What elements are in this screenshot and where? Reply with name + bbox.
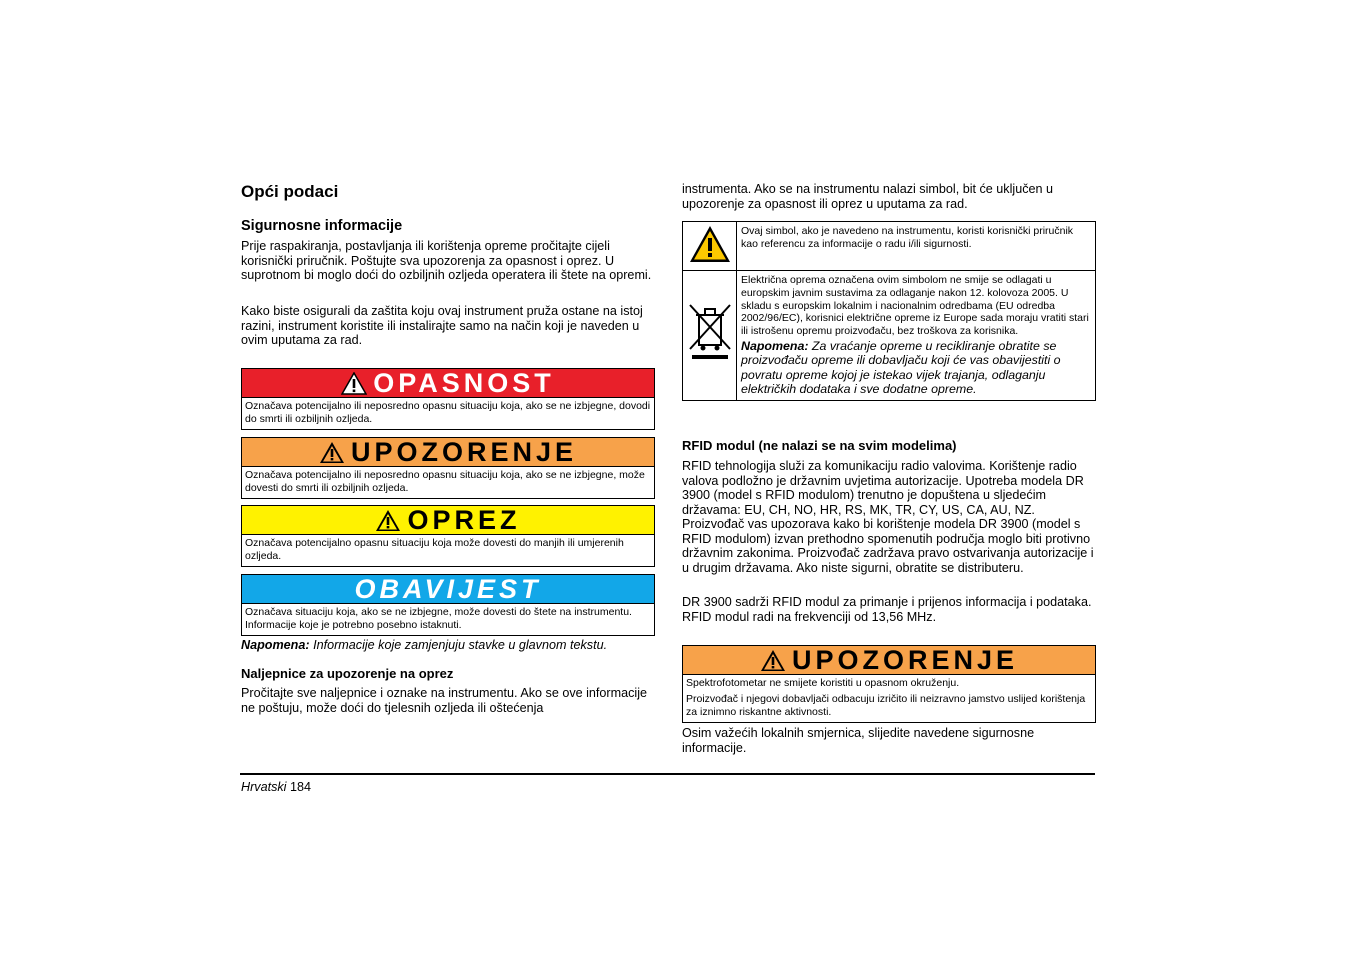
warning-bar <box>242 438 654 467</box>
footer <box>241 780 311 794</box>
labels-paragraph: Pročitajte sve naljepnice i oznake na instrumentu. Ako se ove informacije ne poštuju, može doći do tjelesnih ozljeda ili oštećenja <box>241 686 648 715</box>
caution-title: OPREZ <box>407 505 521 535</box>
notice-bar <box>242 575 654 604</box>
warning-triangle-icon <box>319 441 345 464</box>
warning2-line-1: Spektrofotometar ne smijete koristiti u opasnom okruženju. <box>686 677 960 689</box>
caution-text: Označava potencijalno opasnu situaciju koja može dovesti do manjih ili umjerenih ozljeda. <box>245 537 624 562</box>
warning-triangle-icon <box>683 222 737 271</box>
warning-bar-2 <box>683 646 1095 675</box>
footer-language: Hrvatski <box>241 780 287 794</box>
danger-box <box>241 368 655 430</box>
safety-paragraph-1: Prije raspakiranja, postavljanja ili korištenja opreme pročitajte cijeli korisnički priručnik. Poštujte sva upozorenja za opasnost i oprez. U suprotnom bi moglo doći do ozbiljnih ozljeda operatera ili štete na opremi. <box>241 239 652 282</box>
table-row <box>683 222 1096 271</box>
safety-heading: Sigurnosne informacije <box>241 218 403 234</box>
notice-box <box>241 574 655 636</box>
page-title: Opći podaci <box>241 182 339 201</box>
symbols-table <box>682 221 1096 401</box>
labels-heading: Naljepnice za upozorenje na oprez <box>241 666 454 681</box>
warning2-line-2: Proizvođač i njegovi dobavljači odbacuju izričito ili neizravno jamstvo uslijed korištenja za iznimno riskantne aktivnosti. <box>686 693 1086 718</box>
page-number: 184 <box>289 780 311 794</box>
note-text: Informacije koje zamjenjuju stavke u glavnom tekstu. <box>309 638 608 652</box>
warning-text: Označava potencijalno ili neposredno opasnu situaciju koja, ako se ne izbjegne, može dovesti do smrti ili ozbiljnih ozljeda. <box>245 469 645 494</box>
danger-text: Označava potencijalno ili neposredno opasnu situaciju koja, ako se ne izbjegne, dovodi do smrti ili ozbiljnih ozljeda. <box>245 400 651 425</box>
caution-box <box>241 505 655 567</box>
weee-note-label: Napomena: <box>741 338 809 353</box>
danger-bar <box>242 369 654 398</box>
symbols-intro: instrumenta. Ako se na instrumentu nalazi simbol, bit će uključen u upozorenje za opasnost ili oprez u uputama za rad. <box>682 182 1054 211</box>
warning2-title: UPOZORENJE <box>791 645 1019 675</box>
note <box>241 638 655 653</box>
warning-box <box>241 437 655 499</box>
danger-title: OPASNOST <box>373 368 555 398</box>
symbol-text-general: Ovaj simbol, ako je navedeno na instrumentu, koristi korisnički priručnik kao referencu za informacije o radu i/ili sigurnosti. <box>737 222 1096 271</box>
warning2-body <box>683 675 1095 722</box>
notice-text: Označava situaciju koja, ako se ne izbjegne, može dovesti do štete na instrumentu. Informacije koje je potrebno posebno istaknuti. <box>245 606 632 631</box>
crossed-bin-icon <box>683 271 737 401</box>
table-row <box>683 271 1096 401</box>
weee-text: Električna oprema označena ovim simbolom ne smije se odlagati u europskim javnim sustavima za odlaganje nakon 12. kolovoza 2005. U skladu s europskim lokalnim i nacionalnim odredbama (EU odredba 2002/96/EC), korisnici električne opreme iz Europe sada moraju vratiti stari ili istrošenu opremu proizvođaču, bez troškova za korisnika. <box>741 274 1089 338</box>
warning-triangle-icon <box>375 509 401 532</box>
weee-note-text: Za vraćanje opreme u recikliranje obratite se proizvođaču opreme ili dobavljaču koji će vas obavijestiti o povratu opreme kojoj je istekao vijek trajanja, odlaganju električkih dodataka i sve dodatne opreme. <box>741 338 1061 397</box>
rfid-heading: RFID modul (ne nalazi se na svim modelima) <box>682 438 957 453</box>
rfid-paragraph-2: DR 3900 sadrži RFID modul za primanje i prijenos informacija i podataka. RFID modul radi na frekvenciji od 13,56 MHz. <box>682 595 1092 624</box>
note-label: Napomena: <box>241 638 310 652</box>
closing-paragraph: Osim važećih lokalnih smjernica, slijedite navedene sigurnosne informacije. <box>682 726 1035 755</box>
warning-box-2 <box>682 645 1096 723</box>
safety-paragraph-2: Kako biste osigurali da zaštita koju ovaj instrument pruža ostane na istoj razini, instrument koristite ili instalirajte samo na način koji je naveden u ovim uputama za rad. <box>241 304 643 347</box>
weee-note <box>741 339 1091 397</box>
warning-triangle-icon <box>760 649 786 672</box>
rfid-paragraph-1: RFID tehnologija služi za komunikaciju radio valovima. Korištenje radio valova podložno je državnim uvjetima autorizacije. Upotreba modela DR 3900 (model s RFID modulom) trenutno je dopuštena u sljedećim državama: EU, CH, NO, HR, RS, MK, TR, CY, US, CA, AU, NZ. Proizvođač vas upozorava kako bi korištenje modela DR 3900 (model s RFID modulom) izvan prethodno spomenutih područja moglo biti protivno državnim zakonima. Proizvođač zadržava pravo ostvarivanja autorizacije i u drugim državama. Ako niste sigurni, obratite se distributeru. <box>682 459 1094 575</box>
notice-title: OBAVIJEST <box>354 574 542 604</box>
footer-rule <box>240 773 1095 775</box>
caution-bar <box>242 506 654 535</box>
symbol-text-weee <box>737 271 1096 401</box>
warning-triangle-icon <box>341 372 367 395</box>
warning-title: UPOZORENJE <box>350 437 578 467</box>
